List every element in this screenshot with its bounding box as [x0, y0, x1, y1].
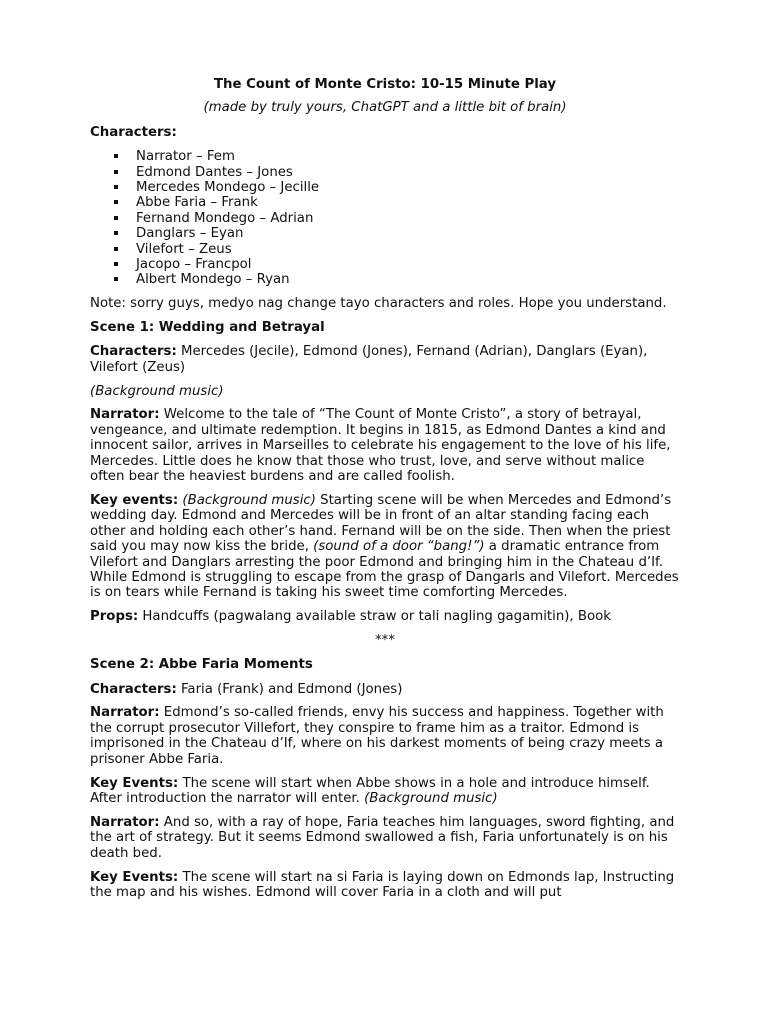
list-item: Albert Mondego – Ryan [90, 272, 680, 287]
characters-heading: Characters: [90, 124, 177, 140]
characters-list [90, 149, 680, 288]
square-bullet-icon [114, 154, 118, 158]
square-bullet-icon [114, 247, 118, 251]
scene2-narrator-2: Narrator: And so, with a ray of hope, Faria teaches him languages, sword fighting, and the art of strategy. But it seems Edmond swallowed a fish, Faria unfortunately is on his death bed. [90, 814, 675, 861]
scene1-narrator: Narrator: Welcome to the tale of “The Count of Monte Cristo”, a story of betrayal, vengeance, and ultimate redemption. It begins in 1815, as Edmond Dantes a kind and innocent sailor, arrives in Marseilles to celebrate his engagement to the love of his life, Mercedes. Little does he know that those who trust, love, and serve without malice often bear the heaviest burdens and are called foolish. [90, 407, 671, 485]
square-bullet-icon [114, 216, 118, 220]
list-item: Abbe Faria – Frank [90, 195, 680, 210]
note-paragraph: Note: sorry guys, medyo nag change tayo characters and roles. Hope you understand. [90, 295, 667, 311]
square-bullet-icon [114, 170, 118, 174]
scene1-characters: Characters: Mercedes (Jecile), Edmond (Jones), Fernand (Adrian), Danglars (Eyan), Vilefort (Zeus) [90, 344, 648, 375]
square-bullet-icon [114, 200, 118, 204]
scene2-heading: Scene 2: Abbe Faria Moments [90, 657, 313, 673]
scene1-key-events: Key events: (Background music) Starting scene will be when Mercedes and Edmond’s wedding day. Edmond and Mercedes will be in front of an altar standing facing each other and holding each other’s hand. Fernand will be on the side. Then when the priest said you may now kiss the bride, (sound of a door “bang!”) a dramatic entrance from Vilefort and Danglars arresting the poor Edmond and bringing him in the Chateau d’If. While Edmond is struggling to escape from the grasp of Dangarls and Vilefort. Mercedes is on tears while Fernand is taking his sweet time comforting Mercedes. [90, 492, 679, 601]
list-item: Narrator – Fem [90, 149, 680, 164]
list-item: Jacopo – Francpol [90, 257, 680, 272]
document-page [90, 77, 680, 909]
list-item: Danglars – Eyan [90, 226, 680, 241]
list-item: Vilefort – Zeus [90, 242, 680, 257]
document-title: The Count of Monte Cristo: 10-15 Minute Play [213, 77, 557, 92]
document-subtitle: (made by truly yours, ChatGPT and a little bit of brain) [203, 100, 567, 116]
scene2-narrator-1: Narrator: Edmond’s so-called friends, envy his success and happiness. Together with the corrupt prosecutor Villefort, they conspire to frame him as a traitor. Edmond is imprisoned in the Chateau d’If, where on his darkest moments of being crazy meets a prisoner Abbe Faria. [90, 705, 664, 767]
square-bullet-icon [114, 185, 118, 189]
scene2-key-events-2: Key Events: The scene will start na si Faria is laying down on Edmonds lap, Instructing the map and his wishes. Edmond will cover Faria in a cloth and will put [90, 869, 675, 900]
list-item: Fernand Mondego – Adrian [90, 211, 680, 226]
square-bullet-icon [114, 277, 118, 281]
scene2-characters: Characters: Faria (Frank) and Edmond (Jones) [90, 681, 403, 697]
scene2-key-events-1: Key Events: The scene will start when Abbe shows in a hole and introduce himself. After introduction the narrator will enter. (Background music) [90, 775, 650, 806]
scene1-props: Props: Handcuffs (pagwalang available straw or tali nagling gagamitin), Book [90, 609, 611, 625]
scene-separator: *** [375, 633, 395, 649]
list-item: Mercedes Mondego – Jecille [90, 180, 680, 195]
square-bullet-icon [114, 262, 118, 266]
scene1-music-cue: (Background music) [90, 383, 224, 399]
scene1-heading: Scene 1: Wedding and Betrayal [90, 319, 325, 335]
square-bullet-icon [114, 231, 118, 235]
list-item: Edmond Dantes – Jones [90, 165, 680, 180]
